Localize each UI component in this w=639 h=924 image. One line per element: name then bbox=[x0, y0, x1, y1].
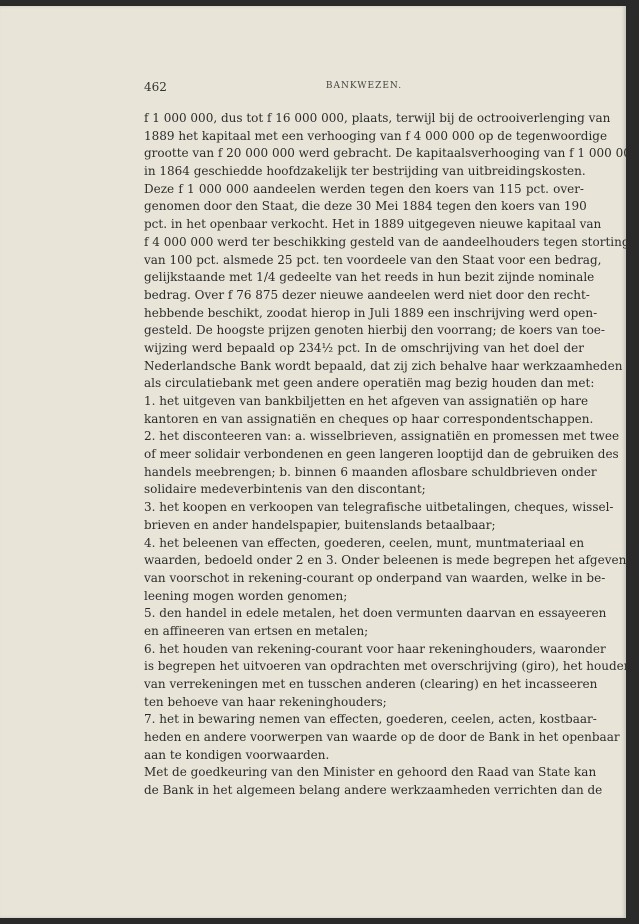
text-line: bedrag. Over f 76 875 dezer nieuwe aandeelen werd niet door den recht- bbox=[144, 287, 590, 302]
text-line: f 1 000 000, dus tot f 16 000 000, plaats, terwijl bij de octrooiverlenging van bbox=[144, 111, 611, 125]
running-title: BANKWEZEN. bbox=[325, 81, 403, 91]
text-line: 2. het disconteeren van: a. wisselbrieven, assignatiën en promessen met twee bbox=[144, 429, 620, 444]
text-line: 6. het houden van rekening-courant voor haar rekeninghouders, waaronder bbox=[144, 641, 606, 656]
text-line: gelijkstaande met 1/4 gedeelte van het reeds in hun bezit zijnde nominale bbox=[144, 270, 595, 285]
text-line: 7. het in bewaring nemen van effecten, goederen, ceelen, acten, kostbaar- bbox=[144, 712, 597, 727]
text-line: waarden, bedoeld onder 2 en 3. Onder beleenen is mede begrepen het afgeven bbox=[144, 553, 627, 568]
text-line: 1889 het kapitaal met een verhooging van f 4 000 000 op de tegenwoordige bbox=[144, 128, 608, 143]
text-line: Nederlandsche Bank wordt bepaald, dat zij zich behalve haar werkzaamheden bbox=[144, 358, 623, 373]
text-line: 3. het koopen en verkoopen van telegrafische uitbetalingen, cheques, wissel- bbox=[144, 500, 614, 515]
text-line: solidaire medeverbintenis van den discontant; bbox=[144, 482, 426, 497]
text-line: of meer solidair verbondenen en geen langeren looptijd dan de gebruiken des bbox=[144, 447, 619, 462]
text-line: brieven en ander handelspapier, buitenslands betaalbaar; bbox=[144, 517, 496, 532]
body-text bbox=[144, 110, 639, 800]
text-line: 1. het uitgeven van bankbiljetten en het afgeven van assignatiën op hare bbox=[144, 394, 589, 408]
text-line: grootte van f 20 000 000 werd gebracht. De kapitaalsverhooging van f 1 000 000 bbox=[144, 146, 639, 161]
text-line: de Bank in het algemeen belang andere werkzaamheden verrichten dan de bbox=[144, 783, 603, 798]
text-line: hebbende beschikt, zoodat hierop in Juli 1889 een inschrijving werd open- bbox=[144, 305, 598, 320]
text-line: handels meebrengen; b. binnen 6 maanden aflosbare schuldbrieven onder bbox=[144, 464, 597, 479]
text-line: 4. het beleenen van effecten, goederen, ceelen, munt, muntmateriaal en bbox=[144, 535, 585, 550]
text-line: leening mogen worden genomen; bbox=[144, 588, 348, 603]
text-line: aan te kondigen voorwaarden. bbox=[144, 747, 330, 762]
text-line: van verrekeningen met en tusschen anderen (clearing) en het incasseeren bbox=[144, 677, 598, 691]
text-line: in 1864 geschiedde hoofdzakelijk ter bestrijding van uitbreidingskosten. bbox=[144, 164, 586, 179]
text-line: is begrepen het uitvoeren van opdrachten met overschrijving (giro), het houden bbox=[144, 659, 632, 674]
text-line: van 100 pct. alsmede 25 pct. ten voordeele van den Staat voor een bedrag, bbox=[144, 252, 602, 267]
text-line: wijzing werd bepaald op 234½ pct. In de omschrijving van het doel der bbox=[144, 340, 584, 355]
text-line: kantoren en van assignatiën en cheques op haar correspondentschappen. bbox=[144, 411, 594, 426]
page-number: 462 bbox=[144, 80, 167, 94]
text-line: heden en andere voorwerpen van waarde op de door de Bank in het openbaar bbox=[144, 730, 620, 745]
text-line: Deze f 1 000 000 aandeelen werden tegen den koers van 115 pct. over- bbox=[144, 181, 584, 196]
text-line: als circulatiebank met geen andere operatiën mag bezig houden dan met: bbox=[144, 376, 595, 391]
book-page bbox=[0, 6, 639, 918]
page-header bbox=[144, 80, 584, 96]
text-line: pct. in het openbaar verkocht. Het in 1889 uitgegeven nieuwe kapitaal van bbox=[144, 217, 602, 232]
text-line: f 4 000 000 werd ter beschikking gesteld van de aandeelhouders tegen storting bbox=[144, 234, 630, 249]
text-line: 5. den handel in edele metalen, het doen vermunten daarvan en essayeeren bbox=[144, 606, 607, 621]
text-line: ten behoeve van haar rekeninghouders; bbox=[144, 694, 387, 709]
text-line: van voorschot in rekening-courant op onderpand van waarden, welke in be- bbox=[144, 570, 606, 585]
text-line: genomen door den Staat, die deze 30 Mei 1884 tegen den koers van 190 bbox=[144, 199, 587, 214]
text-line: en affineeren van ertsen en metalen; bbox=[144, 623, 369, 638]
text-line: Met de goedkeuring van den Minister en gehoord den Raad van State kan bbox=[144, 765, 597, 780]
text-line: gesteld. De hoogste prijzen genoten hierbij den voorrang; de koers van toe- bbox=[144, 323, 605, 338]
